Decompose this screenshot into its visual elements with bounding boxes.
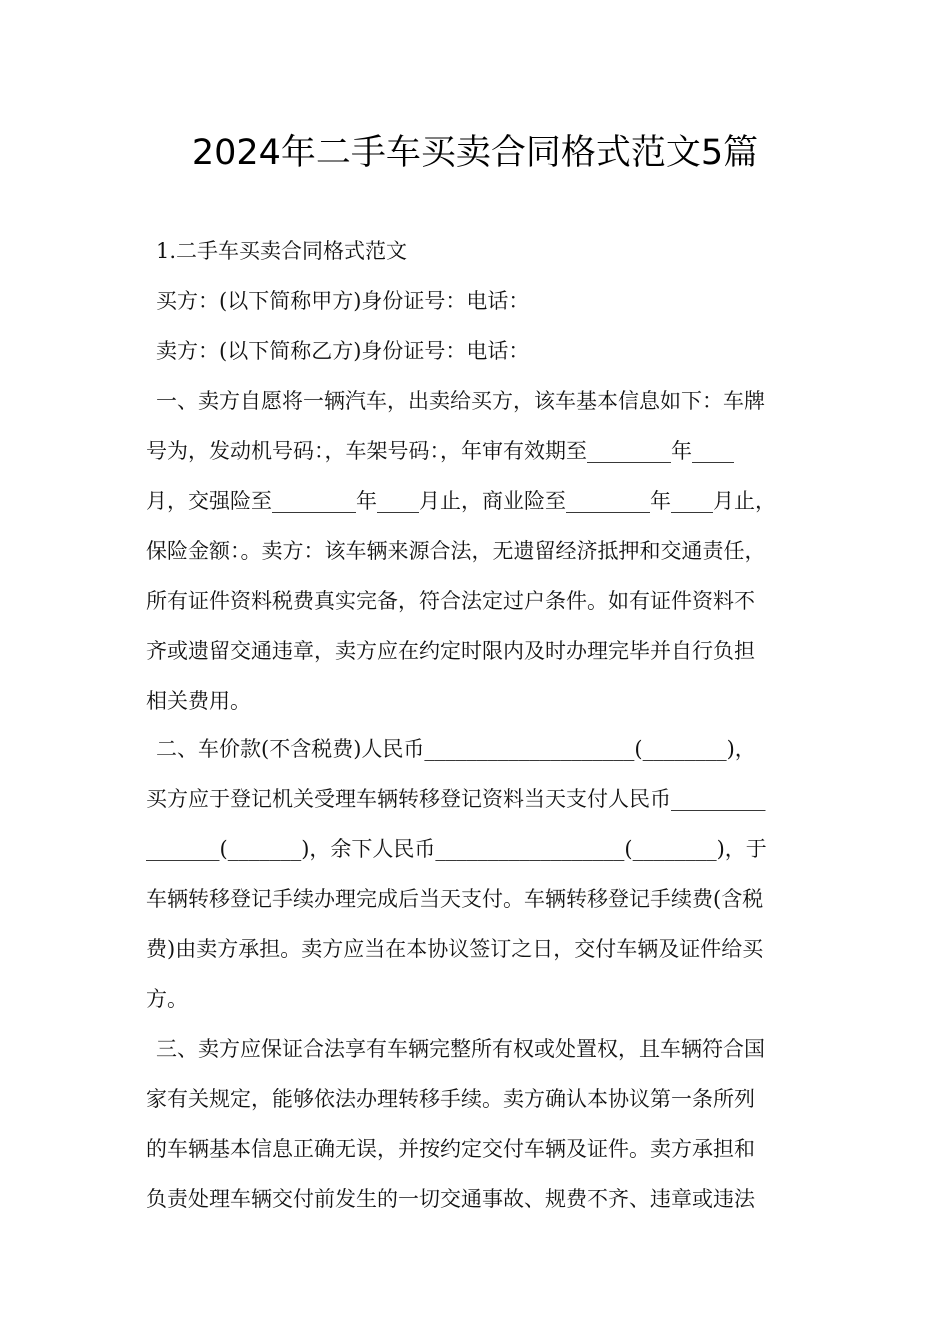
- paragraph-line: 一、卖方自愿将一辆汽车，出卖给买方，该车基本信息如下：车牌: [156, 389, 765, 413]
- paragraph-line: 费)由卖方承担。卖方应当在本协议签订之日，交付车辆及证件给买: [146, 937, 764, 961]
- paragraph-line: 三、卖方应保证合法享有车辆完整所有权或处置权，且车辆符合国: [156, 1037, 765, 1061]
- section-heading: 1.二手车买卖合同格式范文: [156, 239, 408, 263]
- paragraph-line: 家有关规定，能够依法办理转移手续。卖方确认本协议第一条所列: [146, 1087, 755, 1111]
- paragraph-line: 车辆转移登记手续办理完成后当天支付。车辆转移登记手续费(含税: [146, 887, 764, 911]
- paragraph-line: 买方应于登记机关受理车辆转移登记资料当天支付人民币_________: [146, 787, 766, 811]
- paragraph-line: _______(_______)，余下人民币__________________(________)，于: [146, 837, 767, 861]
- paragraph-line: 号为，发动机号码：，车架号码：，年审有效期至________年____: [146, 439, 734, 463]
- paragraph-line: 齐或遗留交通违章，卖方应在约定时限内及时办理完毕并自行负担: [146, 639, 755, 663]
- document-title: 2024年二手车买卖合同格式范文5篇: [191, 133, 759, 173]
- paragraph-line: 所有证件资料税费真实完备，符合法定过户条件。如有证件资料不: [146, 589, 755, 613]
- paragraph-line: 月，交强险至________年____月止，商业险至________年____月止，: [146, 489, 776, 513]
- paragraph-line: 方。: [146, 987, 188, 1011]
- seller-line: 卖方：(以下简称乙方)身份证号：电话：: [156, 339, 530, 363]
- paragraph-line: 二、车价款(不含税费)人民币____________________(________)，: [156, 737, 756, 761]
- paragraph-line: 保险金额：。卖方：该车辆来源合法，无遗留经济抵押和交通责任，: [146, 539, 766, 563]
- buyer-line: 买方：(以下简称甲方)身份证号：电话：: [156, 289, 530, 313]
- paragraph-line: 相关费用。: [146, 689, 251, 713]
- paragraph-line: 负责处理车辆交付前发生的一切交通事故、规费不齐、违章或违法: [146, 1187, 755, 1211]
- paragraph-line: 的车辆基本信息正确无误，并按约定交付车辆及证件。卖方承担和: [146, 1137, 755, 1161]
